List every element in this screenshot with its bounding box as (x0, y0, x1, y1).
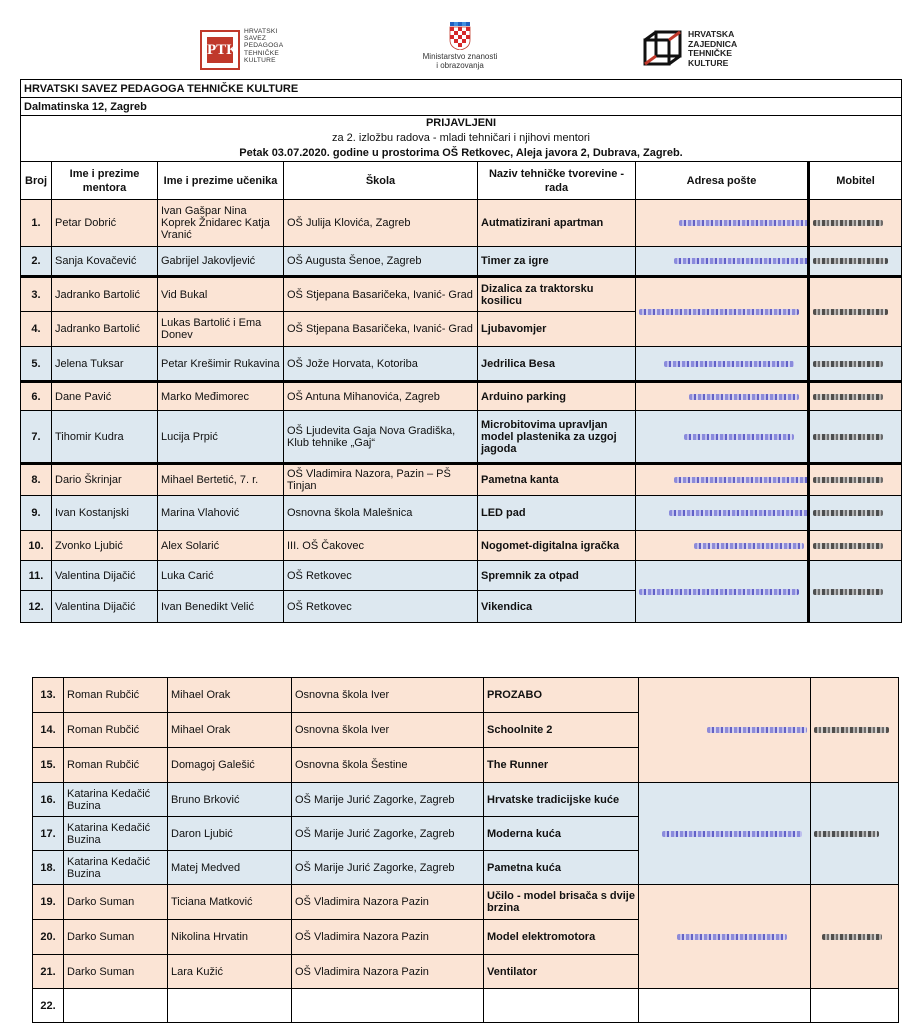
hztk-line: ZAJEDNICA (688, 38, 738, 49)
col-rad: Naziv tehničke tvorevine - rada (478, 162, 636, 200)
croatian-coat-of-arms-icon (449, 22, 471, 50)
row-mentor: Jelena Tuksar (52, 347, 158, 382)
redacted-phone (809, 561, 902, 623)
row-student: Nikolina Hrvatin (168, 920, 292, 955)
hztk-line: KULTURE (688, 57, 729, 68)
row-mentor: Katarina Kedačić Buzina (64, 783, 168, 817)
hsptk-line: SAVEZ (244, 35, 267, 43)
row-number: 22. (33, 989, 64, 1023)
row-number: 20. (33, 920, 64, 955)
row-student: Domagoj Galešić (168, 748, 292, 783)
hsptk-logo-text (244, 28, 296, 64)
row-work: Model elektromotora (484, 920, 639, 955)
row-mentor: Ivan Kostanjski (52, 496, 158, 531)
redacted-address (636, 464, 809, 496)
hztk-logo (643, 28, 753, 70)
empty-phone (811, 989, 899, 1023)
row-mentor: Roman Rubčić (64, 748, 168, 783)
row-student: Mihael Orak (168, 713, 292, 748)
ministry-line: i obrazovanja (436, 61, 484, 70)
row-student: Petar Krešimir Rukavina (158, 347, 284, 382)
ministry-logo-text (405, 52, 515, 70)
row-number: 11. (21, 561, 52, 591)
redacted-phone (809, 382, 902, 411)
row-work: The Runner (484, 748, 639, 783)
row-mentor: Roman Rubčić (64, 713, 168, 748)
hsptk-line: KULTURE (244, 56, 276, 64)
redacted-address (636, 347, 809, 382)
row-school: Osnovna škola Šestine (292, 748, 484, 783)
row-student: Lara Kužić (168, 955, 292, 989)
row-work: Ventilator (484, 955, 639, 989)
table-row (21, 531, 902, 561)
row-number: 17. (33, 817, 64, 851)
event-title (21, 116, 902, 162)
col-adresa: Adresa pošte (636, 162, 809, 200)
redacted-address (639, 678, 811, 783)
row-school: OŠ Vladimira Nazora, Pazin – PŠ Tinjan (284, 464, 478, 496)
col-skola: Škola (284, 162, 478, 200)
cube-icon (643, 30, 683, 73)
row-school: OŠ Marije Jurić Zagorke, Zagreb (292, 817, 484, 851)
redacted-phone (809, 200, 902, 247)
redacted-address (636, 561, 809, 623)
redacted-phone (809, 347, 902, 382)
table-row (33, 783, 899, 817)
row-work (484, 989, 639, 1023)
row-work: Hrvatske tradicijske kuće (484, 783, 639, 817)
col-mentor: Ime i prezime mentora (52, 162, 158, 200)
redacted-address (636, 277, 809, 347)
event-title-line3: Petak 03.07.2020. godine u prostorima OŠ Retkovec, Aleja javora 2, Dubrava, Zagreb. (239, 147, 683, 159)
row-student: Mihael Orak (168, 678, 292, 713)
redacted-address (636, 531, 809, 561)
row-work: Vikendica (478, 591, 636, 623)
redacted-phone (809, 496, 902, 531)
row-school: OŠ Jože Horvata, Kotoriba (284, 347, 478, 382)
row-mentor: Tihomir Kudra (52, 411, 158, 464)
row-student: Lucija Prpić (158, 411, 284, 464)
row-school: Osnovna škola Iver (292, 713, 484, 748)
row-school: OŠ Stjepana Basaričeka, Ivanić- Grad (284, 312, 478, 347)
row-mentor (64, 989, 168, 1023)
row-number: 16. (33, 783, 64, 817)
row-work: Pametna kanta (478, 464, 636, 496)
row-work: Moderna kuća (484, 817, 639, 851)
row-school: OŠ Vladimira Nazora Pazin (292, 955, 484, 989)
redacted-phone (809, 531, 902, 561)
row-number: 14. (33, 713, 64, 748)
registrations-table-part-2 (32, 677, 899, 1023)
row-number: 18. (33, 851, 64, 885)
redacted-phone (811, 885, 899, 989)
redacted-phone (811, 783, 899, 885)
row-student (168, 989, 292, 1023)
row-school: Osnovna škola Iver (292, 678, 484, 713)
row-work: Arduino parking (478, 382, 636, 411)
row-mentor: Dario Škrinjar (52, 464, 158, 496)
col-mobitel: Mobitel (809, 162, 902, 200)
row-work: Timer za igre (478, 247, 636, 277)
table-row (33, 678, 899, 713)
row-school: Osnovna škola Malešnica (284, 496, 478, 531)
row-student: Mihael Bertetić, 7. r. (158, 464, 284, 496)
row-work: Ljubavomjer (478, 312, 636, 347)
row-school: OŠ Retkovec (284, 591, 478, 623)
row-number: 7. (21, 411, 52, 464)
redacted-phone (809, 411, 902, 464)
hsptk-line: PEDAGOGA (244, 42, 284, 50)
table-row (21, 200, 902, 247)
redacted-address (636, 200, 809, 247)
row-school: OŠ Antuna Mihanovića, Zagreb (284, 382, 478, 411)
hztk-line: TEHNIČKE (688, 48, 732, 59)
hsptk-logo (200, 28, 292, 72)
row-number: 5. (21, 347, 52, 382)
row-mentor: Sanja Kovačević (52, 247, 158, 277)
row-mentor: Katarina Kedačić Buzina (64, 817, 168, 851)
redacted-phone (809, 464, 902, 496)
row-number: 3. (21, 277, 52, 312)
hsptk-logo-glyph: PTK (207, 37, 233, 63)
table-row (21, 247, 902, 277)
table-row (33, 885, 899, 920)
row-work: Dizalica za traktorsku kosilicu (478, 277, 636, 312)
ministry-logo (405, 22, 515, 76)
row-student: Alex Solarić (158, 531, 284, 561)
event-title-line1: PRIJAVLJENI (425, 117, 497, 129)
row-work: Microbitovima upravljan model plastenika za uzgoj jagoda (478, 411, 636, 464)
row-school: OŠ Marije Jurić Zagorke, Zagreb (292, 851, 484, 885)
row-student: Marina Vlahović (158, 496, 284, 531)
row-student: Matej Medved (168, 851, 292, 885)
row-student: Lukas Bartolić i Ema Donev (158, 312, 284, 347)
row-student: Bruno Brković (168, 783, 292, 817)
row-number: 9. (21, 496, 52, 531)
redacted-address (636, 411, 809, 464)
row-mentor: Dane Pavić (52, 382, 158, 411)
row-number: 15. (33, 748, 64, 783)
row-mentor: Jadranko Bartolić (52, 277, 158, 312)
row-school: OŠ Vladimira Nazora Pazin (292, 885, 484, 920)
table-row (21, 496, 902, 531)
table-row (21, 347, 902, 382)
row-school: OŠ Augusta Šenoe, Zagreb (284, 247, 478, 277)
row-mentor: Katarina Kedačić Buzina (64, 851, 168, 885)
row-number: 6. (21, 382, 52, 411)
row-work: Autmatizirani apartman (478, 200, 636, 247)
row-work: Jedrilica Besa (478, 347, 636, 382)
ministry-line: Ministarstvo znanosti (422, 52, 498, 61)
hztk-line: HRVATSKA (688, 29, 735, 39)
row-school: OŠ Stjepana Basaričeka, Ivanić- Grad (284, 277, 478, 312)
table-row (33, 989, 899, 1023)
hsptk-line: HRVATSKI (244, 28, 278, 35)
row-number: 2. (21, 247, 52, 277)
row-mentor: Darko Suman (64, 920, 168, 955)
col-broj: Broj (21, 162, 52, 200)
hsptk-line: TEHNIČKE (244, 49, 279, 57)
row-work: Učilo - model brisača s dvije brzina (484, 885, 639, 920)
redacted-address (639, 885, 811, 989)
row-mentor: Jadranko Bartolić (52, 312, 158, 347)
column-header-row (21, 162, 902, 200)
redacted-address (636, 496, 809, 531)
redacted-phone (811, 678, 899, 783)
redacted-address (639, 783, 811, 885)
row-student: Gabrijel Jakovljević (158, 247, 284, 277)
org-address: Dalmatinska 12, Zagreb (21, 98, 902, 116)
redacted-phone (809, 247, 902, 277)
row-student: Ticiana Matković (168, 885, 292, 920)
row-mentor: Valentina Dijačić (52, 591, 158, 623)
row-student: Ivan Gašpar Nina Koprek Žnidarec Katja Vranić (158, 200, 284, 247)
table-row (21, 382, 902, 411)
row-work: LED pad (478, 496, 636, 531)
row-mentor: Valentina Dijačić (52, 561, 158, 591)
row-school: OŠ Ljudevita Gaja Nova Gradiška, Klub tehnike „Gaj“ (284, 411, 478, 464)
registrations-table-part-1 (20, 79, 902, 623)
row-school (292, 989, 484, 1023)
row-work: Pametna kuća (484, 851, 639, 885)
row-school: OŠ Vladimira Nazora Pazin (292, 920, 484, 955)
table-row (21, 411, 902, 464)
row-school: OŠ Marije Jurić Zagorke, Zagreb (292, 783, 484, 817)
row-number: 12. (21, 591, 52, 623)
row-number: 8. (21, 464, 52, 496)
row-school: OŠ Julija Klovića, Zagreb (284, 200, 478, 247)
row-school: III. OŠ Čakovec (284, 531, 478, 561)
event-title-line2: za 2. izložbu radova - mladi tehničari i njihovi mentori (331, 132, 590, 144)
redacted-address (636, 382, 809, 411)
row-number: 10. (21, 531, 52, 561)
row-number: 13. (33, 678, 64, 713)
row-number: 1. (21, 200, 52, 247)
row-mentor: Petar Dobrić (52, 200, 158, 247)
row-school: OŠ Retkovec (284, 561, 478, 591)
row-number: 19. (33, 885, 64, 920)
table-row (21, 464, 902, 496)
row-student: Ivan Benedikt Velić (158, 591, 284, 623)
row-number: 4. (21, 312, 52, 347)
row-student: Daron Ljubić (168, 817, 292, 851)
row-work: Spremnik za otpad (478, 561, 636, 591)
redacted-address (636, 247, 809, 277)
row-mentor: Darko Suman (64, 885, 168, 920)
row-mentor: Darko Suman (64, 955, 168, 989)
col-ucenik: Ime i prezime učenika (158, 162, 284, 200)
hztk-logo-text (688, 30, 737, 68)
row-student: Vid Bukal (158, 277, 284, 312)
row-student: Luka Carić (158, 561, 284, 591)
hsptk-logo-mark (200, 30, 240, 70)
table-row (21, 561, 902, 591)
org-name: HRVATSKI SAVEZ PEDAGOGA TEHNIČKE KULTURE (21, 80, 902, 98)
redacted-phone (809, 277, 902, 347)
row-number: 21. (33, 955, 64, 989)
empty-address (639, 989, 811, 1023)
row-work: Nogomet-digitalna igračka (478, 531, 636, 561)
row-work: PROZABO (484, 678, 639, 713)
row-student: Marko Međimorec (158, 382, 284, 411)
row-mentor: Zvonko Ljubić (52, 531, 158, 561)
row-mentor: Roman Rubčić (64, 678, 168, 713)
row-work: Schoolnite 2 (484, 713, 639, 748)
table-row (21, 277, 902, 312)
